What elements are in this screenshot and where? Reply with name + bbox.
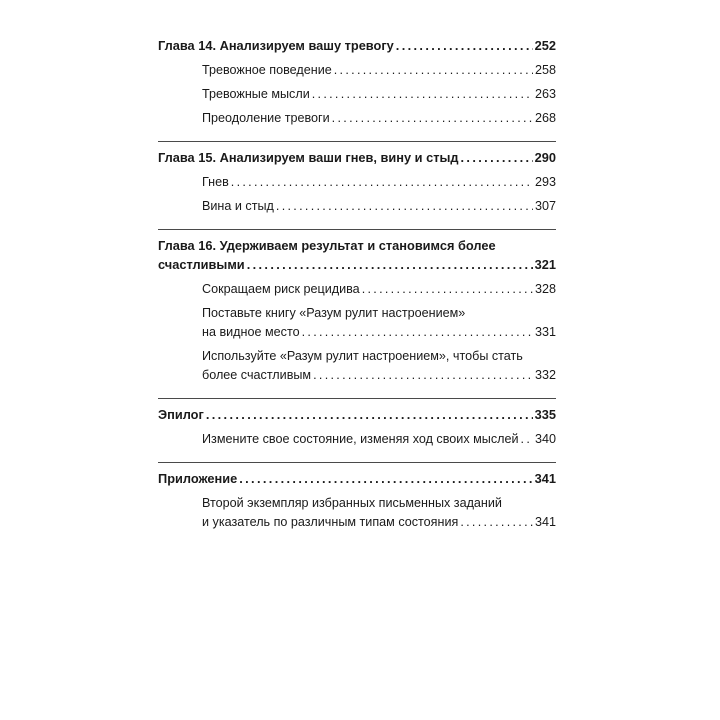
subsection-title-line1: Поставьте книгу «Разум рулит настроением» <box>202 306 466 320</box>
page-number: 331 <box>534 325 556 339</box>
subsection-title: Гнев <box>202 175 229 189</box>
toc-section-epilogue <box>158 407 556 463</box>
chapter-title-line2: счастливыми <box>158 257 245 272</box>
page-number: 307 <box>534 199 556 213</box>
toc-subsection-entry[interactable] <box>158 495 556 530</box>
subsection-title: Измените свое состояние, изменяя ход своих мыслей <box>202 432 519 446</box>
dot-leader <box>362 281 533 297</box>
subsection-title: Тревожные мысли <box>202 87 310 101</box>
subsection-title-line2: на видное место <box>202 325 300 339</box>
page-number: 252 <box>534 38 556 53</box>
chapter-title: Глава 14. Анализируем вашу тревогу <box>158 38 394 53</box>
page-number: 293 <box>534 175 556 189</box>
toc-subsection-entry[interactable] <box>158 86 556 102</box>
dot-leader <box>332 110 533 126</box>
dot-leader <box>312 86 533 102</box>
dot-leader <box>231 174 533 190</box>
dot-leader <box>460 514 533 530</box>
dot-leader <box>313 367 533 383</box>
page-number: 258 <box>534 63 556 77</box>
dot-leader <box>302 324 533 340</box>
page-number: 340 <box>534 432 556 446</box>
page-number: 328 <box>534 282 556 296</box>
toc-subsection-entry[interactable] <box>158 305 556 340</box>
toc-section-chapter-14 <box>158 38 556 142</box>
toc-section-chapter-15 <box>158 150 556 230</box>
toc-subsection-entry[interactable] <box>158 174 556 190</box>
subsection-title: Вина и стыд <box>202 199 274 213</box>
toc-subsection-entry[interactable] <box>158 62 556 78</box>
toc-chapter-entry[interactable] <box>158 407 556 423</box>
toc-chapter-entry[interactable] <box>158 471 556 487</box>
toc-chapter-entry[interactable] <box>158 238 556 273</box>
subsection-title-line1: Используйте «Разум рулит настроением», чтобы стать <box>202 349 523 363</box>
toc-chapter-entry[interactable] <box>158 150 556 166</box>
page-number: 341 <box>534 471 556 486</box>
page-number: 341 <box>534 515 556 529</box>
toc-chapter-entry[interactable] <box>158 38 556 54</box>
page-number: 263 <box>534 87 556 101</box>
chapter-title: Глава 15. Анализируем ваши гнев, вину и стыд <box>158 150 459 165</box>
toc-subsection-entry[interactable] <box>158 431 556 447</box>
page-number: 321 <box>534 257 556 272</box>
subsection-title-line2: более счастливым <box>202 368 312 382</box>
page-number: 335 <box>534 407 556 422</box>
toc-section-appendix <box>158 471 556 545</box>
subsection-title: Преодоление тревоги <box>202 111 330 125</box>
chapter-title: Эпилог <box>158 407 204 422</box>
chapter-title: Приложение <box>158 471 238 486</box>
dot-leader <box>396 38 533 54</box>
subsection-title: Сокращаем риск рецидива <box>202 282 360 296</box>
dot-leader <box>276 198 533 214</box>
dot-leader <box>334 62 533 78</box>
page-number: 290 <box>534 150 556 165</box>
table-of-contents <box>158 38 556 553</box>
toc-subsection-entry[interactable] <box>158 198 556 214</box>
toc-section-chapter-16 <box>158 238 556 399</box>
page-number: 268 <box>534 111 556 125</box>
subsection-title-line1: Второй экземпляр избранных письменных заданий <box>202 496 502 510</box>
dot-leader <box>239 471 532 487</box>
chapter-title-line1: Глава 16. Удерживаем результат и становимся более <box>158 238 496 253</box>
dot-leader <box>521 431 533 447</box>
subsection-title: Тревожное поведение <box>202 63 332 77</box>
toc-subsection-entry[interactable] <box>158 348 556 383</box>
dot-leader <box>206 407 533 423</box>
toc-subsection-entry[interactable] <box>158 281 556 297</box>
subsection-title-line2: и указатель по различным типам состояния <box>202 515 459 529</box>
dot-leader <box>247 257 533 273</box>
dot-leader <box>461 150 533 166</box>
toc-subsection-entry[interactable] <box>158 110 556 126</box>
page-number: 332 <box>534 368 556 382</box>
